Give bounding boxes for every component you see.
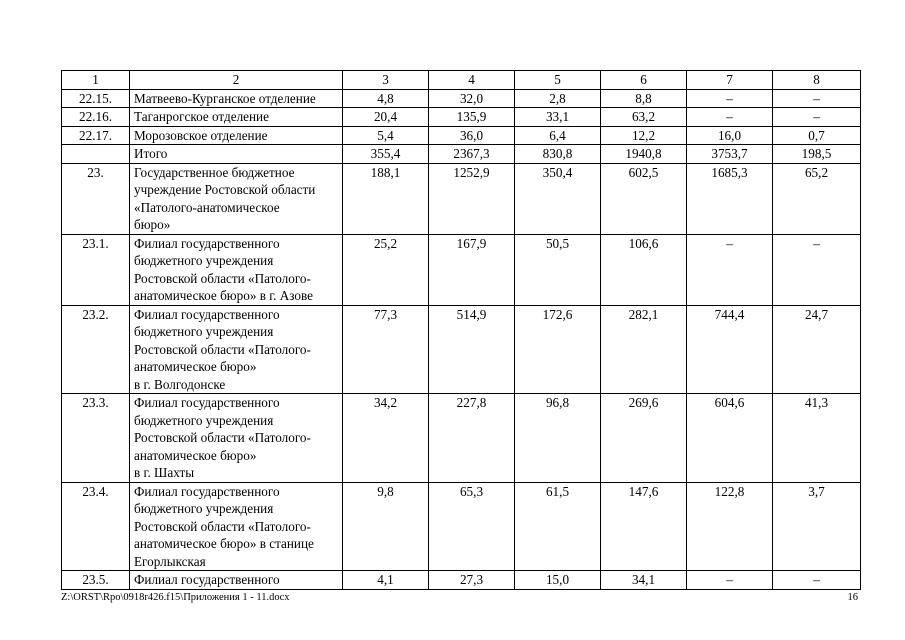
row-number-cell xyxy=(62,145,130,164)
value-cell-5: 33,1 xyxy=(515,108,601,127)
table-row xyxy=(62,305,861,394)
value-cell-7: 16,0 xyxy=(687,126,773,145)
table-row xyxy=(62,394,861,483)
header-cell: 2 xyxy=(130,71,343,90)
value-cell-3: 9,8 xyxy=(343,482,429,571)
value-cell-7: – xyxy=(687,234,773,305)
value-cell-6: 602,5 xyxy=(601,163,687,234)
row-number-cell: 22.15. xyxy=(62,89,130,108)
value-cell-7: 3753,7 xyxy=(687,145,773,164)
table-row xyxy=(62,126,861,145)
row-number-cell: 23.2. xyxy=(62,305,130,394)
footer-file-path: Z:\ORST\Rpo\0918r426.f15\Приложения 1 - 11.docx xyxy=(61,592,290,603)
name-cell: Филиал государственного xyxy=(130,571,343,590)
value-cell-8: 24,7 xyxy=(773,305,861,394)
value-cell-4: 32,0 xyxy=(429,89,515,108)
value-cell-5: 6,4 xyxy=(515,126,601,145)
value-cell-4: 167,9 xyxy=(429,234,515,305)
value-cell-4: 36,0 xyxy=(429,126,515,145)
value-cell-7: 1685,3 xyxy=(687,163,773,234)
value-cell-5: 15,0 xyxy=(515,571,601,590)
value-cell-5: 350,4 xyxy=(515,163,601,234)
value-cell-6: 34,1 xyxy=(601,571,687,590)
row-number-cell: 23.5. xyxy=(62,571,130,590)
value-cell-6: 8,8 xyxy=(601,89,687,108)
value-cell-4: 135,9 xyxy=(429,108,515,127)
name-cell: Филиал государственного бюджетного учреждения Ростовской области «Патолого- анатомическое бюро» в г. Волгодонске xyxy=(130,305,343,394)
value-cell-8: 41,3 xyxy=(773,394,861,483)
header-cell: 5 xyxy=(515,71,601,90)
value-cell-8: 65,2 xyxy=(773,163,861,234)
name-cell: Морозовское отделение xyxy=(130,126,343,145)
value-cell-8: – xyxy=(773,108,861,127)
value-cell-7: – xyxy=(687,89,773,108)
value-cell-6: 147,6 xyxy=(601,482,687,571)
value-cell-8: – xyxy=(773,234,861,305)
header-cell: 3 xyxy=(343,71,429,90)
name-cell: Филиал государственного бюджетного учреждения Ростовской области «Патолого- анатомическое бюро» в станице Егорлыкская xyxy=(130,482,343,571)
value-cell-8: 3,7 xyxy=(773,482,861,571)
data-table xyxy=(61,70,861,590)
table-row xyxy=(62,145,861,164)
name-cell: Филиал государственного бюджетного учреждения Ростовской области «Патолого- анатомическое бюро» в г. Шахты xyxy=(130,394,343,483)
value-cell-4: 1252,9 xyxy=(429,163,515,234)
value-cell-7: 744,4 xyxy=(687,305,773,394)
row-number-cell: 23.3. xyxy=(62,394,130,483)
row-number-cell: 22.16. xyxy=(62,108,130,127)
page-number: 16 xyxy=(847,592,858,603)
value-cell-5: 172,6 xyxy=(515,305,601,394)
value-cell-7: – xyxy=(687,571,773,590)
value-cell-3: 188,1 xyxy=(343,163,429,234)
value-cell-3: 4,8 xyxy=(343,89,429,108)
value-cell-8: – xyxy=(773,89,861,108)
name-cell: Матвеево-Курганское отделение xyxy=(130,89,343,108)
value-cell-6: 63,2 xyxy=(601,108,687,127)
name-cell: Государственное бюджетное учреждение Ростовской области «Патолого-анатомическое бюро» xyxy=(130,163,343,234)
row-number-cell: 23. xyxy=(62,163,130,234)
row-number-cell: 23.4. xyxy=(62,482,130,571)
table-body xyxy=(62,71,861,590)
value-cell-3: 355,4 xyxy=(343,145,429,164)
value-cell-4: 2367,3 xyxy=(429,145,515,164)
row-number-cell: 23.1. xyxy=(62,234,130,305)
value-cell-8: – xyxy=(773,571,861,590)
value-cell-4: 27,3 xyxy=(429,571,515,590)
value-cell-5: 61,5 xyxy=(515,482,601,571)
value-cell-6: 282,1 xyxy=(601,305,687,394)
value-cell-6: 1940,8 xyxy=(601,145,687,164)
table-row xyxy=(62,163,861,234)
value-cell-3: 5,4 xyxy=(343,126,429,145)
table-row xyxy=(62,234,861,305)
name-cell: Филиал государственного бюджетного учреждения Ростовской области «Патолого- анатомическое бюро» в г. Азове xyxy=(130,234,343,305)
header-cell: 4 xyxy=(429,71,515,90)
value-cell-3: 34,2 xyxy=(343,394,429,483)
value-cell-5: 830,8 xyxy=(515,145,601,164)
header-cell: 6 xyxy=(601,71,687,90)
value-cell-8: 0,7 xyxy=(773,126,861,145)
value-cell-6: 269,6 xyxy=(601,394,687,483)
header-cell: 8 xyxy=(773,71,861,90)
value-cell-5: 2,8 xyxy=(515,89,601,108)
table-row xyxy=(62,482,861,571)
value-cell-3: 25,2 xyxy=(343,234,429,305)
row-number-cell: 22.17. xyxy=(62,126,130,145)
value-cell-5: 50,5 xyxy=(515,234,601,305)
value-cell-3: 20,4 xyxy=(343,108,429,127)
value-cell-7: 604,6 xyxy=(687,394,773,483)
value-cell-5: 96,8 xyxy=(515,394,601,483)
value-cell-6: 106,6 xyxy=(601,234,687,305)
value-cell-8: 198,5 xyxy=(773,145,861,164)
header-cell: 7 xyxy=(687,71,773,90)
value-cell-7: 122,8 xyxy=(687,482,773,571)
table-row xyxy=(62,108,861,127)
value-cell-4: 514,9 xyxy=(429,305,515,394)
name-cell: Итого xyxy=(130,145,343,164)
header-cell: 1 xyxy=(62,71,130,90)
value-cell-3: 77,3 xyxy=(343,305,429,394)
table-header-row xyxy=(62,71,861,90)
name-cell: Таганрогское отделение xyxy=(130,108,343,127)
value-cell-7: – xyxy=(687,108,773,127)
value-cell-6: 12,2 xyxy=(601,126,687,145)
value-cell-4: 227,8 xyxy=(429,394,515,483)
table-row xyxy=(62,89,861,108)
table-row xyxy=(62,571,861,590)
value-cell-3: 4,1 xyxy=(343,571,429,590)
value-cell-4: 65,3 xyxy=(429,482,515,571)
